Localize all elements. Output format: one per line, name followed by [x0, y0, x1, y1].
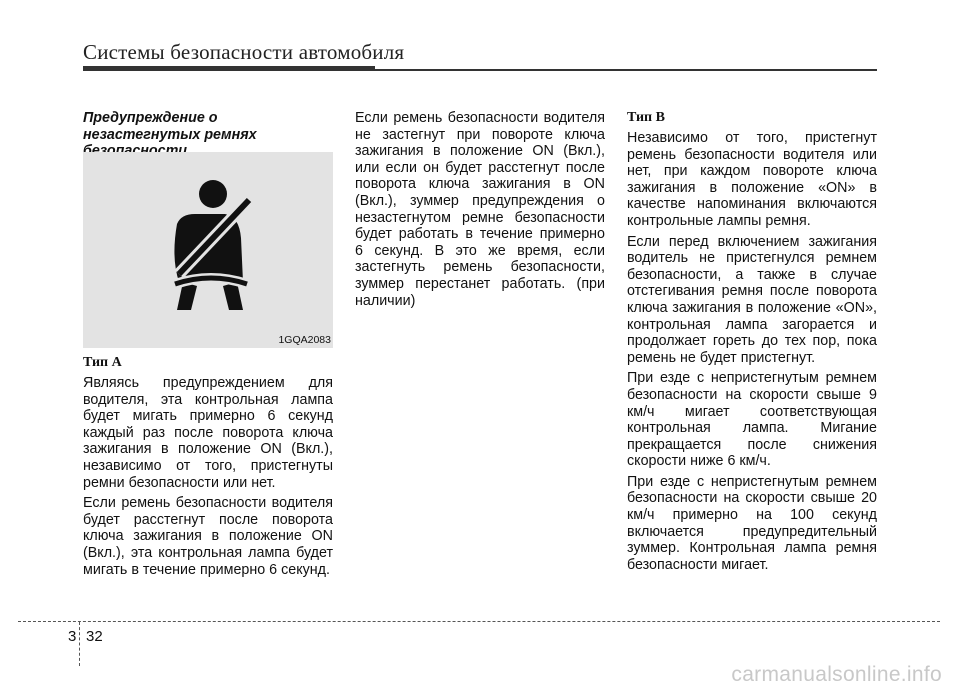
type-b-paragraph-3: При езде с непристегнутым ремнем безопасности на скорости свыше 9 км/ч мигает соответствующая контрольная лампа. Мигание прекращается после снижения скорости ниже 6 км/ч.	[627, 370, 877, 470]
header-rule-thick	[83, 66, 375, 71]
type-a-paragraph-2: Если ремень безопасности водителя будет расстегнут после поворота ключа зажигания в положение ON (Вкл.), эта контрольная лампа будет мигать в течение примерно 6 секунд.	[83, 495, 333, 578]
seatbelt-warning-icon	[163, 178, 253, 318]
page-title: Системы безопасности автомобиля	[83, 40, 405, 64]
figure-code: 1GQA2083	[278, 334, 331, 346]
type-b-section	[627, 110, 877, 577]
page-number: 32	[86, 628, 103, 645]
buzzer-paragraph: Если ремень безопасности водителя не застегнут при повороте ключа зажигания в положение ON (Вкл.), или если он будет расстегнут после поворота ключа зажигания в ON (Вкл.), зуммер предупреждения о незастегнутом ремне безопасности будет работать в течение примерно 6 секунд. В это же время, если застегнуть ремень безопасности, зуммер перестанет работать. (при наличии)	[355, 110, 605, 309]
column-2	[355, 110, 605, 313]
footer-rule	[18, 621, 940, 622]
type-a-title: Тип A	[83, 355, 122, 370]
type-b-paragraph-2: Если перед включением зажигания водитель не пристегнулся ремнем безопасности, а также в случае отстегивания ремня после поворота ключа зажигания в положение «ON», контрольная лампа загорается и продолжает гореть до тех пор, пока ремень не будет пристегнут.	[627, 233, 877, 366]
warning-heading: Предупреждение о незастегнутых ремнях	[83, 110, 257, 143]
chapter-number: 3	[68, 628, 77, 645]
header-rule-thin	[375, 69, 877, 71]
type-a-section	[83, 355, 333, 582]
type-b-title: Тип B	[627, 110, 665, 125]
footer-divider	[79, 622, 80, 666]
type-b-paragraph-4: При езде с непристегнутым ремнем безопасности на скорости свыше 20 км/ч примерно на 100 секунд включается предупредительный зуммер. Контрольная лампа ремня безопасности мигает.	[627, 473, 877, 573]
watermark: carmanualsonline.info	[731, 663, 942, 686]
seatbelt-figure	[83, 152, 333, 348]
type-a-paragraph-1: Являясь предупреждением для водителя, эта контрольная лампа будет мигать примерно 6 секунд каждый раз после поворота ключа зажигания в положение ON (Вкл.), независимо от того, пристегнуты ремни безопасности или нет.	[83, 375, 333, 491]
type-b-paragraph-1: Независимо от того, пристегнут ремень безопасности водителя или нет, при каждом повороте ключа зажигания в положение «ON» в качестве напоминания включаются контрольные лампы ремня.	[627, 130, 877, 229]
